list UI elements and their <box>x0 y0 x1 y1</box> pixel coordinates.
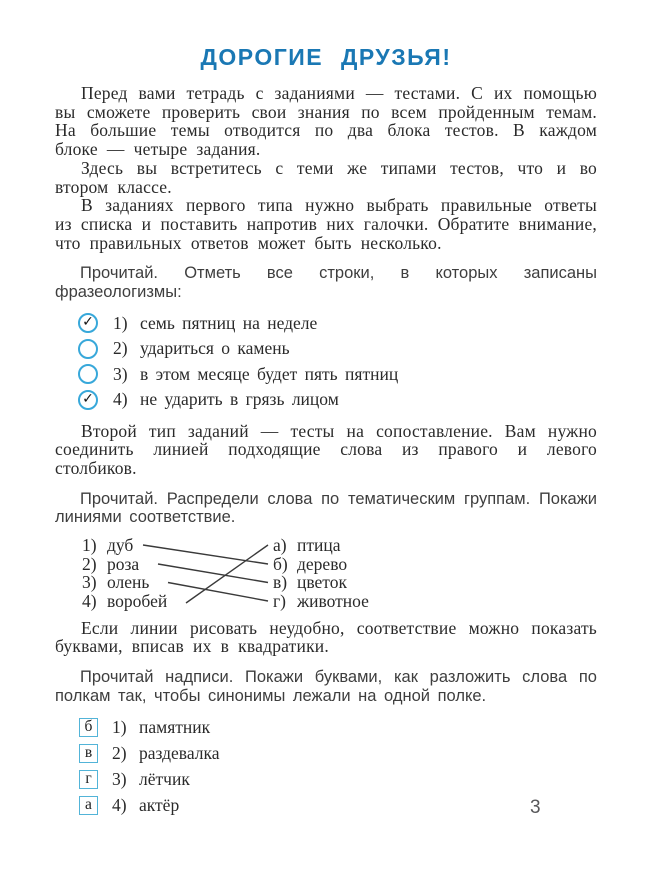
page-number: 3 <box>530 797 541 818</box>
match-row <box>55 572 597 591</box>
task2-instruction: Прочитай. Распредели слова по тематическим группам. Покажи линиями соответствие. <box>55 489 597 527</box>
boxlist-item <box>55 714 597 740</box>
item-number: 2) <box>112 742 127 763</box>
item-text: лётчик <box>139 768 190 789</box>
item-number: 1) <box>82 534 97 555</box>
item-text: семь пятниц на неделе <box>140 312 318 333</box>
item-text: не ударить в грязь лицом <box>140 389 339 410</box>
checkmark-icon: ✓ <box>82 314 94 331</box>
match-right-word: дерево <box>297 553 348 574</box>
item-number: 4) <box>113 389 128 410</box>
checkmark-icon: ✓ <box>82 390 94 407</box>
task3-boxlist <box>55 714 597 818</box>
boxlist-item <box>55 740 597 766</box>
match-left-item[interactable] <box>55 591 273 612</box>
intro-paragraph-2: Здесь вы встретитесь с теми же типами тестов, что и во втором классе. <box>55 157 597 197</box>
boxlist-item <box>55 766 597 792</box>
item-number: 4) <box>82 590 97 611</box>
match-right-word: цветок <box>297 572 347 593</box>
match-left-word: дуб <box>107 534 134 555</box>
boxlist-item <box>55 792 597 818</box>
match-right-word: птица <box>297 534 341 555</box>
answer-letter-box[interactable]: г <box>79 770 98 789</box>
task1-instruction: Прочитай. Отметь все строки, в которых записаны фразеологизмы: <box>55 264 597 301</box>
checklist-item <box>55 336 597 362</box>
item-letter: а) <box>273 534 287 555</box>
intro-paragraph-1: Перед вами тетрадь с заданиями — тестами. С их помощью вы сможете проверить свои знания по всем пройденным темам. На большие темы отводится по два блока тестов. В каждом блоке — четыре задания. <box>55 83 597 160</box>
item-number: 3) <box>82 572 97 593</box>
item-text: раздевалка <box>139 742 220 763</box>
match-left-word: роза <box>107 553 140 574</box>
middle-paragraph: Второй тип заданий — тесты на сопоставление. Вам нужно соединить линией подходящие слова из правого и левого столбиков. <box>55 420 597 478</box>
item-letter: в) <box>273 572 288 593</box>
item-number: 1) <box>113 312 128 333</box>
match-left-word: воробей <box>107 590 168 611</box>
task3-instruction: Прочитай надписи. Покажи буквами, как разложить слова по полкам так, чтобы синонимы лежали на одной полке. <box>55 667 597 705</box>
item-number: 4) <box>112 794 127 815</box>
item-number: 2) <box>82 553 97 574</box>
task2-matching <box>55 535 597 610</box>
checkbox-circle[interactable] <box>78 313 98 333</box>
match-left-word: олень <box>107 572 150 593</box>
match-row <box>55 591 597 610</box>
task1-checklist <box>55 311 597 413</box>
match-right-item[interactable] <box>273 591 369 612</box>
checklist-item <box>55 362 597 388</box>
checklist-item <box>55 387 597 413</box>
item-number: 3) <box>113 363 128 384</box>
item-letter: г) <box>273 590 287 611</box>
item-text: в этом месяце будет пять пятниц <box>140 363 399 384</box>
answer-letter-box[interactable]: а <box>79 796 98 815</box>
checkbox-circle[interactable] <box>78 339 98 359</box>
outro-paragraph: Если линии рисовать неудобно, соответствие можно показать буквами, вписав их в квадратики. <box>55 617 597 657</box>
answer-letter-box[interactable]: б <box>79 718 98 737</box>
answer-letter-box[interactable]: в <box>79 744 98 763</box>
checklist-item <box>55 311 597 337</box>
checkbox-circle[interactable] <box>78 364 98 384</box>
page-title: ДОРОГИЕ ДРУЗЬЯ! <box>200 44 452 70</box>
item-number: 3) <box>112 768 127 789</box>
item-text: актёр <box>139 794 180 815</box>
item-number: 2) <box>113 338 128 359</box>
match-row <box>55 535 597 554</box>
match-row <box>55 554 597 573</box>
intro-paragraph-3: В заданиях первого типа нужно выбрать правильные ответы из списка и поставить напротив них галочки. Обратите внимание, что правильных ответов может быть несколько. <box>55 195 597 253</box>
item-text: удариться о камень <box>140 338 290 359</box>
item-number: 1) <box>112 716 127 737</box>
match-right-word: животное <box>297 590 369 611</box>
item-letter: б) <box>273 553 288 574</box>
page-content <box>55 44 597 818</box>
item-text: памятник <box>139 716 211 737</box>
checkbox-circle[interactable] <box>78 390 98 410</box>
